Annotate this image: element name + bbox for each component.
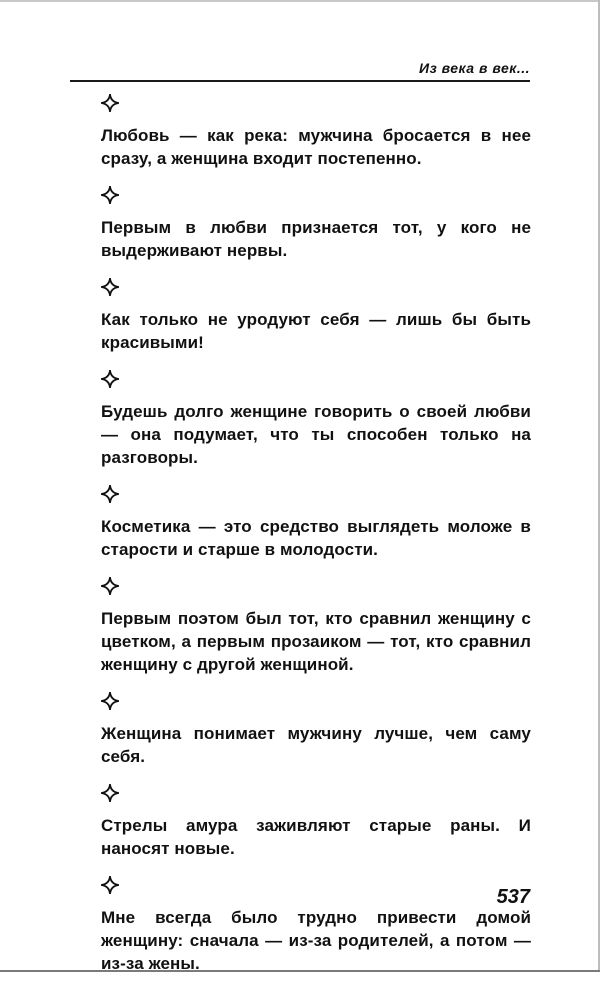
aphorism-text: Женщина понимает мужчину лучше, чем саму себя.	[101, 724, 531, 766]
aphorism-entry	[101, 278, 531, 354]
running-header	[70, 52, 530, 82]
aphorism-entry	[101, 186, 531, 262]
aphorism-text: Будешь долго женщине говорить о своей любви — она подумает, что ты способен только на разговоры.	[101, 402, 531, 467]
page-number: 537	[496, 886, 530, 908]
aphorism-text: Любовь — как река: мужчина бросается в нее сразу, а женщина входит постепенно.	[101, 126, 531, 168]
aphorism-text: Косметика — это средство выглядеть моложе в старости и старше в молодости.	[101, 517, 531, 559]
aphorism-text: Первым в любви признается тот, у кого не выдерживают нервы.	[101, 218, 531, 260]
aphorism-text: Первым поэтом был тот, кто сравнил женщину с цветком, а первым прозаиком — тот, кто сравнил женщину с другой женщиной.	[101, 609, 531, 674]
four-point-star-icon	[101, 278, 119, 296]
aphorism-list	[101, 94, 531, 991]
aphorism-entry	[101, 485, 531, 561]
page-edge-top	[0, 0, 600, 2]
aphorism-entry	[101, 784, 531, 860]
four-point-star-icon	[101, 577, 119, 595]
aphorism-text: Стрелы амура заживляют старые раны. И наносят новые.	[101, 816, 531, 858]
four-point-star-icon	[101, 876, 119, 894]
aphorism-entry	[101, 876, 531, 975]
four-point-star-icon	[101, 94, 119, 112]
aphorism-text: Мне всегда было трудно привести домой женщину: сначала — из-за родителей, а потом — из-за жены.	[101, 908, 531, 973]
running-header-title: Из века в век...	[419, 60, 530, 76]
four-point-star-icon	[101, 485, 119, 503]
aphorism-entry	[101, 370, 531, 469]
four-point-star-icon	[101, 784, 119, 802]
aphorism-entry	[101, 692, 531, 768]
four-point-star-icon	[101, 186, 119, 204]
aphorism-entry	[101, 94, 531, 170]
four-point-star-icon	[101, 692, 119, 710]
four-point-star-icon	[101, 370, 119, 388]
aphorism-text: Как только не уродуют себя — лишь бы быть красивыми!	[101, 310, 531, 352]
aphorism-entry	[101, 577, 531, 676]
